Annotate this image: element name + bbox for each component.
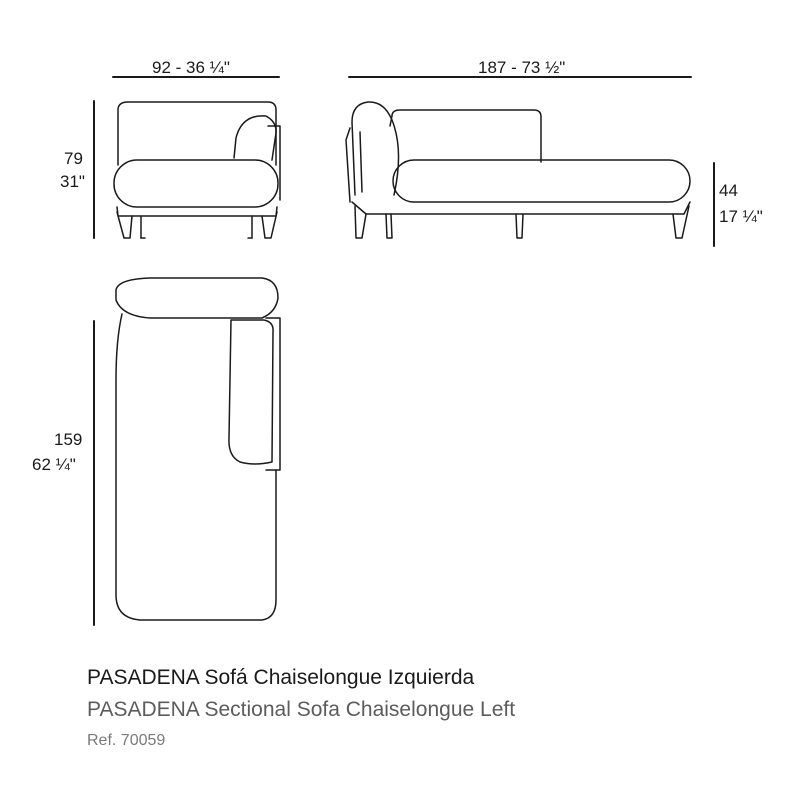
side-leg-back: [386, 214, 392, 238]
side-arm-inner: [360, 132, 362, 192]
front-base: [117, 207, 277, 216]
side-backrest: [390, 110, 541, 162]
side-leg-left: [355, 206, 366, 238]
product-title-en: PASADENA Sectional Sofa Chaiselongue Left: [87, 698, 516, 721]
top-backrest: [116, 278, 278, 318]
front-backrest: [118, 102, 276, 165]
height-cm-label: 79: [64, 149, 83, 168]
front-arm-cushion: [234, 116, 276, 160]
side-leg-middle: [516, 214, 523, 238]
top-view: [116, 278, 280, 620]
side-length-label: 187 - 73 ½": [478, 58, 566, 77]
product-reference: Ref. 70059: [87, 732, 166, 749]
seat-height-in-label: 17 ¼": [719, 207, 763, 226]
height-in-label: 31": [60, 172, 85, 191]
top-arm-cushion: [229, 320, 273, 464]
depth-cm-label: 159: [54, 430, 83, 449]
dimension-lines: [94, 77, 714, 625]
product-title-es: PASADENA Sofá Chaiselongue Izquierda: [87, 666, 475, 689]
front-view: [114, 102, 280, 238]
side-view: [346, 102, 690, 238]
front-width-label: 92 - 36 ¼": [152, 58, 230, 77]
side-arm-frame: [346, 128, 350, 202]
front-seat-cushion: [114, 160, 278, 207]
side-leg-right: [673, 206, 689, 238]
depth-in-label: 62 ¼": [32, 455, 76, 474]
side-base: [352, 202, 690, 214]
seat-height-cm-label: 44: [719, 181, 738, 200]
side-seat-cushion: [393, 160, 690, 202]
top-seat-outline: [116, 314, 276, 620]
